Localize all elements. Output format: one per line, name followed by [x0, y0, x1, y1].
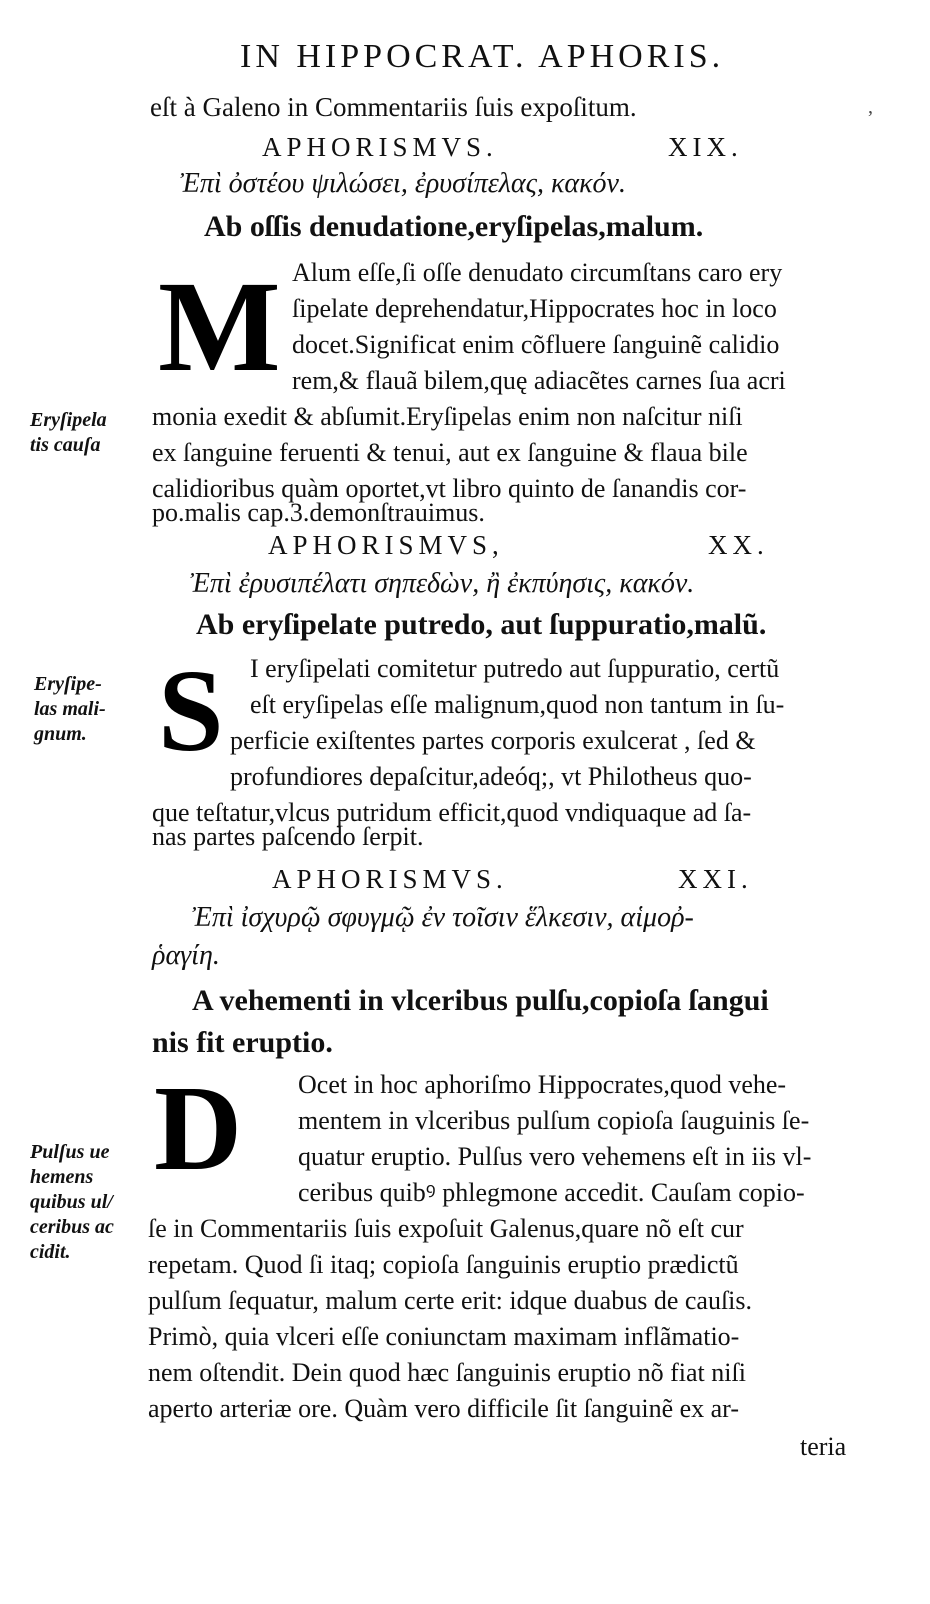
aphorism-21-line-8: Primò, quia vlceri eſſe coniunctam maximam inflãmatio- [148, 1322, 740, 1351]
aphorism-19-line-8: po.malis cap.3.demonſtrauimus. [152, 498, 485, 527]
drop-cap-s: S [158, 645, 224, 776]
aphorism-21-line-7: pulſum ſequatur, malum certe erit: idque duabus de cauſis. [148, 1286, 753, 1315]
intro-line: eſt à Galeno in Commentariis ſuis expoſitum. [150, 92, 637, 122]
aphorism-19-line-4: rem,& flauã bilem,quę adiacẽtes carnes ſua acri [292, 366, 786, 395]
aphorism-19-line-7: calidioribus quàm oportet,vt libro quinto de ſanandis cor- [152, 474, 747, 503]
drop-cap-d: D [154, 1061, 243, 1196]
aphorism-21-latin-1: A vehementi in vlceribus pulſu,copioſa ſangui [192, 984, 769, 1017]
page-mark: , [868, 96, 873, 118]
margin-note-19 [30, 408, 107, 458]
margin-note-20-line-1: Eryſipe- [34, 673, 102, 695]
aphorism-21-line-5: ſe in Commentariis ſuis expoſuit Galenus,quare nõ eſt cur [148, 1214, 744, 1243]
aphorism-19-line-2: ſipelate deprehendatur,Hippocrates hoc in loco [292, 294, 777, 323]
aphorism-20-line-1: I eryſipelati comitetur putredo aut ſuppuratio, certũ [250, 654, 780, 683]
aphorism-21-line-6: repetam. Quod ſi itaq; copioſa ſanguinis eruptio prædictũ [148, 1250, 739, 1279]
aphorism-19-line-1: Alum eſſe,ſi oſſe denudato circumſtans caro ery [292, 258, 783, 287]
aphorism-19-greek: Ἐπὶ ὀστέου ψιλώσει, ἐρυσίπελας, κακόν. [180, 168, 626, 199]
aphorism-19-latin: Ab oſſis denudatione,eryſipelas,malum. [204, 210, 704, 243]
aphorism-21-latin-2: nis fit eruptio. [152, 1026, 333, 1059]
aphorism-19-line-5: monia exedit & abſumit.Eryſipelas enim non naſcitur niſi [152, 402, 743, 431]
aphorism-19-heading: APHORISMVS. [262, 132, 498, 162]
aphorism-20-latin: Ab eryſipelate putredo, aut ſuppuratio,malũ. [196, 608, 767, 641]
aphorism-21-line-10: aperto arteriæ ore. Quàm vero difficile ſit ſanguinẽ ex ar- [148, 1394, 739, 1423]
aphorism-19-line-3: docet.Significat enim cõfluere ſanguinẽ calidio [292, 330, 780, 359]
margin-note-20-line-3: gnum. [34, 723, 87, 745]
aphorism-20-line-2: eſt eryſipelas eſſe malignum,quod non tantum in ſu- [250, 690, 785, 719]
running-head: IN HIPPOCRAT. APHORIS. [240, 38, 725, 75]
margin-note-20 [34, 672, 106, 747]
aphorism-21-line-1: Ocet in hoc aphoriſmo Hippocrates,quod vehe- [298, 1070, 787, 1099]
margin-note-19-line-2: tis cauſa [30, 434, 101, 456]
margin-note-21-line-2: hemens [30, 1166, 94, 1188]
aphorism-20-line-3: perficie exiſtentes partes corporis exulcerat , ſed & [230, 726, 756, 755]
aphorism-20-greek: Ἐπὶ ἐρυσιπέλατι σηπεδὼν, ἢ ἐκπύησις, κακόν. [190, 568, 695, 599]
aphorism-21-line-2: mentem in vlceribus pulſum copioſa ſauguinis ſe- [298, 1106, 810, 1135]
aphorism-20-line-5: que teſtatur,vlcus putridum efficit,quod vndiquaque ad ſa- [152, 798, 752, 827]
aphorism-20-line-6: nas partes paſcendo ſerpit. [152, 822, 424, 851]
drop-cap-m: M [158, 255, 281, 399]
aphorism-21-heading: APHORISMVS. [272, 864, 508, 894]
aphorism-20-heading: APHORISMVS, [268, 530, 504, 560]
aphorism-19-numeral: XIX. [668, 132, 743, 162]
aphorism-21-line-4: ceribus quibꝰ phlegmone accedit. Cauſam copio- [298, 1178, 805, 1207]
aphorism-21-line-9: nem oſtendit. Dein quod hæc ſanguinis eruptio nõ fiat niſi [148, 1358, 746, 1387]
aphorism-21-greek-1: Ἐπὶ ἰσχυρῷ σφυγμῷ ἐν τοῖσιν ἕλκεσιν, αἱμοῤ- [192, 902, 694, 933]
aphorism-21-line-3: quatur eruptio. Pulſus vero vehemens eſt in iis vl- [298, 1142, 812, 1171]
margin-note-20-line-2: las mali- [34, 698, 106, 720]
margin-note-21-line-1: Pulſus ue [30, 1141, 110, 1163]
aphorism-21-numeral: XXI. [678, 864, 753, 894]
catchword: teria [800, 1432, 847, 1461]
aphorism-20-numeral: XX. [708, 530, 769, 560]
margin-note-21-line-5: cidit. [30, 1241, 71, 1263]
margin-note-19-line-1: Eryſipela [30, 409, 107, 431]
margin-note-21-line-3: quibus ul/ [30, 1191, 113, 1213]
aphorism-20-line-4: profundiores depaſcitur,adeóq;, vt Philotheus quo- [230, 762, 752, 791]
margin-note-21 [30, 1140, 114, 1265]
margin-note-21-line-4: ceribus ac [30, 1216, 114, 1238]
aphorism-19-line-6: ex ſanguine feruenti & tenui, aut ex ſanguine & flaua bile [152, 438, 748, 467]
aphorism-21-greek-2: ῥαγίη. [152, 940, 220, 971]
